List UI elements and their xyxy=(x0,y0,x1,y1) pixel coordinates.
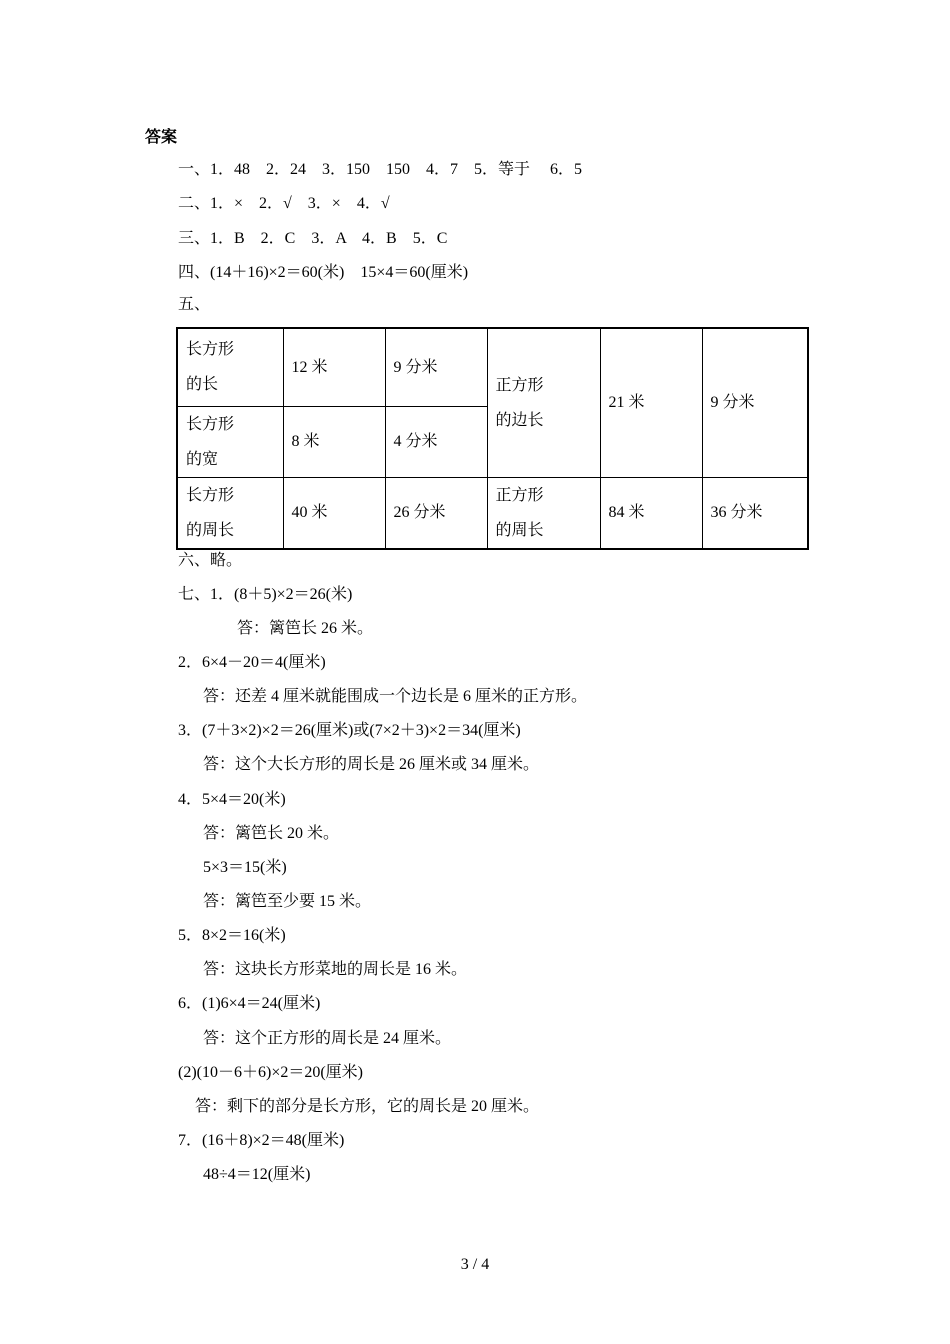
q5: 5．8×2＝16(米) xyxy=(178,927,286,944)
cell-rect-length-label: 长方形 的长 xyxy=(177,328,283,406)
cell-rect-width-label: 长方形 的宽 xyxy=(177,406,283,477)
q4-answer-2: 答：篱笆至少要 15 米。 xyxy=(203,893,372,910)
q4-calc: 5×3＝15(米) xyxy=(203,859,287,876)
q4-answer: 答：篱笆长 20 米。 xyxy=(203,825,340,842)
cell-square-side-m: 21 米 xyxy=(600,328,702,477)
q7: 7．(16＋8)×2＝48(厘米) xyxy=(178,1132,345,1149)
q1: 七、1．(8＋5)×2＝26(米) xyxy=(178,586,353,603)
q6-part2: (2)(10－6＋6)×2＝20(厘米) xyxy=(178,1064,363,1081)
cell-rect-perimeter-m: 40 米 xyxy=(283,477,385,549)
q3-answer: 答：这个大长方形的周长是 26 厘米或 34 厘米。 xyxy=(203,756,540,773)
section-2: 二、1．× 2．√ 3．× 4．√ xyxy=(178,195,390,212)
q6: 6．(1)6×4＝24(厘米) xyxy=(178,995,321,1012)
cell-square-side-dm: 9 分米 xyxy=(702,328,808,477)
cell-rect-perimeter-label: 长方形 的周长 xyxy=(177,477,283,549)
page-number: 3 / 4 xyxy=(460,1256,490,1273)
q7-calc: 48÷4＝12(厘米) xyxy=(203,1166,311,1183)
cell-rect-perimeter-dm: 26 分米 xyxy=(385,477,487,549)
q1-answer: 答：篱笆长 26 米。 xyxy=(237,620,374,637)
q5-answer: 答：这块长方形菜地的周长是 16 米。 xyxy=(203,961,468,978)
cell-square-side-label: 正方形 的边长 xyxy=(487,328,600,477)
q6-answer: 答：这个正方形的周长是 24 厘米。 xyxy=(203,1030,452,1047)
section-4: 四、(14＋16)×2＝60(米) 15×4＝60(厘米) xyxy=(178,264,469,281)
cell-rect-length-dm: 9 分米 xyxy=(385,328,487,406)
q6-answer-2: 答：剩下的部分是长方形，它的周长是 20 厘米。 xyxy=(195,1098,540,1115)
q2-answer: 答：还差 4 厘米就能围成一个边长是 6 厘米的正方形。 xyxy=(203,688,588,705)
q4: 4．5×4＝20(米) xyxy=(178,791,286,808)
cell-rect-length-m: 12 米 xyxy=(283,328,385,406)
q2: 2．6×4－20＝4(厘米) xyxy=(178,654,326,671)
q3: 3．(7＋3×2)×2＝26(厘米)或(7×2＋3)×2＝34(厘米) xyxy=(178,722,521,739)
cell-square-perimeter-dm: 36 分米 xyxy=(702,477,808,549)
section-1: 一、1．48 2．24 3．150 150 4．7 5．等于 6．5 xyxy=(178,161,583,178)
answer-heading: 答案 xyxy=(145,129,178,146)
cell-square-perimeter-label: 正方形 的周长 xyxy=(487,477,600,549)
cell-rect-width-dm: 4 分米 xyxy=(385,406,487,477)
section-3: 三、1．B 2．C 3．A 4．B 5．C xyxy=(178,230,448,247)
answer-table xyxy=(176,327,809,550)
cell-rect-width-m: 8 米 xyxy=(283,406,385,477)
section-6: 六、略。 xyxy=(178,552,243,569)
cell-square-perimeter-m: 84 米 xyxy=(600,477,702,549)
section-5: 五、 xyxy=(178,296,211,313)
